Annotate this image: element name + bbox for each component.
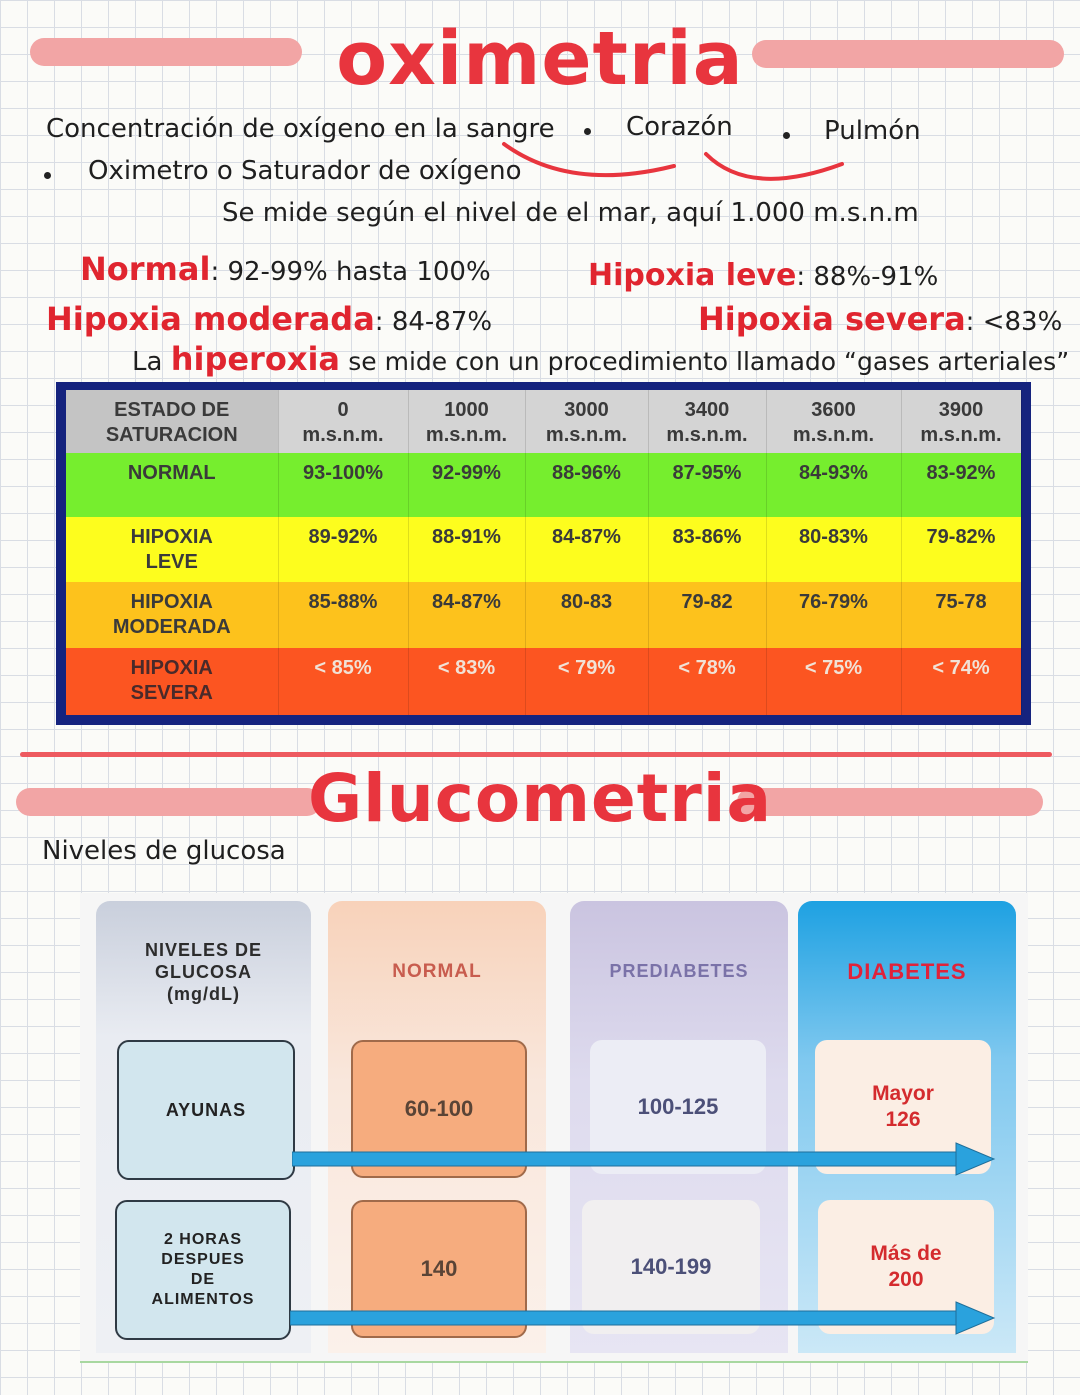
organ-lung: Pulmón [824, 116, 921, 146]
level-leve [588, 258, 938, 293]
oxygen-definition: Concentración de oxígeno en la sangre [46, 114, 555, 144]
organ-heart: Corazón [626, 112, 733, 142]
level-moderada [46, 300, 492, 338]
value-fasting-prediabetes: 100-125 [590, 1040, 766, 1174]
value-cell: < 75% [766, 648, 901, 715]
arrow-post-meal [290, 1300, 996, 1336]
table-row-normal [66, 453, 1021, 518]
value-cell: 83-86% [648, 517, 766, 582]
level-leve-value: : 88%-91% [796, 262, 939, 292]
value-cell: < 85% [278, 648, 408, 715]
value-cell: 87-95% [648, 453, 766, 518]
value-post-meal-prediabetes: 140-199 [582, 1200, 760, 1334]
glucose-subtitle: Niveles de glucosa [42, 836, 286, 866]
value-cell: 80-83 [525, 582, 648, 649]
arrow-fasting [292, 1141, 996, 1177]
level-moderada-value: : 84-87% [374, 307, 493, 337]
label-fasting: AYUNAS [117, 1040, 295, 1180]
value-cell: 84-87% [408, 582, 525, 649]
header-altitude: 3600 m.s.n.m. [766, 390, 901, 453]
value-cell: 80-83% [766, 517, 901, 582]
header-normal: NORMAL [392, 961, 482, 982]
value-cell: 85-88% [278, 582, 408, 649]
level-severa-label: Hipoxia severa [698, 300, 966, 338]
state-cell: NORMAL [66, 453, 278, 518]
value-cell: 75-78 [901, 582, 1021, 649]
value-cell: 84-87% [525, 517, 648, 582]
table-header-row [66, 390, 1021, 453]
value-fasting-normal: 60-100 [351, 1040, 527, 1178]
hyperoxia-note [132, 340, 1069, 378]
value-cell: 93-100% [278, 453, 408, 518]
level-severa-value: : <83% [965, 307, 1063, 337]
header-state: ESTADO DE SATURACION [66, 390, 278, 453]
level-moderada-label: Hipoxia moderada [46, 300, 375, 338]
value-cell: < 78% [648, 648, 766, 715]
state-cell: HIPOXIA SEVERA [66, 648, 278, 715]
state-cell: HIPOXIA LEVE [66, 517, 278, 582]
level-severa [698, 300, 1062, 338]
header-prediabetes: PREDIABETES [609, 961, 749, 981]
table-row-moderada [66, 582, 1021, 649]
header-altitude: 1000 m.s.n.m. [408, 390, 525, 453]
table-row-leve [66, 517, 1021, 582]
table-row-severa [66, 648, 1021, 715]
value-cell: < 74% [901, 648, 1021, 715]
glucometry-title: Glucometria [307, 760, 773, 837]
bullet-dot [44, 172, 51, 179]
altitude-note: Se mide según el nivel de el mar, aquí 1.000 m.s.n.m [222, 198, 919, 228]
value-cell: 84-93% [766, 453, 901, 518]
value-cell: 88-91% [408, 517, 525, 582]
label-post-meal: 2 HORAS DESPUES DE ALIMENTOS [115, 1200, 291, 1340]
header-diabetes: DIABETES [847, 959, 967, 984]
saturation-table [66, 390, 1022, 715]
level-normal-value: : 92-99% hasta 100% [210, 257, 491, 287]
hyperoxia-suffix: se mide con un procedimiento llamado “gases arteriales” [348, 347, 1070, 376]
oximetry-title: oximetria [336, 16, 744, 102]
value-cell: 92-99% [408, 453, 525, 518]
value-cell: < 83% [408, 648, 525, 715]
value-cell: < 79% [525, 648, 648, 715]
value-cell: 89-92% [278, 517, 408, 582]
value-cell: 76-79% [766, 582, 901, 649]
state-cell: HIPOXIA MODERADA [66, 582, 278, 649]
connector-curves [490, 128, 860, 198]
hyperoxia-word: hiperoxia [170, 340, 341, 378]
hyperoxia-prefix: La [132, 347, 163, 377]
saturation-table-frame [56, 382, 1031, 725]
header-altitude: 0 m.s.n.m. [278, 390, 408, 453]
value-cell: 79-82% [901, 517, 1021, 582]
value-cell: 79-82 [648, 582, 766, 649]
header-altitude: 3400 m.s.n.m. [648, 390, 766, 453]
value-fasting-diabetes: Mayor 126 [815, 1040, 991, 1174]
value-cell: 83-92% [901, 453, 1021, 518]
oximeter-device: Oximetro o Saturador de oxígeno [88, 156, 522, 186]
value-post-meal-diabetes: Más de 200 [818, 1200, 994, 1334]
value-cell: 88-96% [525, 453, 648, 518]
value-post-meal-normal: 140 [351, 1200, 527, 1338]
header-altitude: 3000 m.s.n.m. [525, 390, 648, 453]
level-normal [80, 250, 491, 288]
header-altitude: 3900 m.s.n.m. [901, 390, 1021, 453]
glucose-chart [80, 893, 1028, 1363]
header-glucose-levels: NIVELES DE GLUCOSA (mg/dL) [144, 940, 263, 1004]
level-leve-label: Hipoxia leve [588, 258, 797, 293]
level-normal-label: Normal [80, 250, 211, 288]
